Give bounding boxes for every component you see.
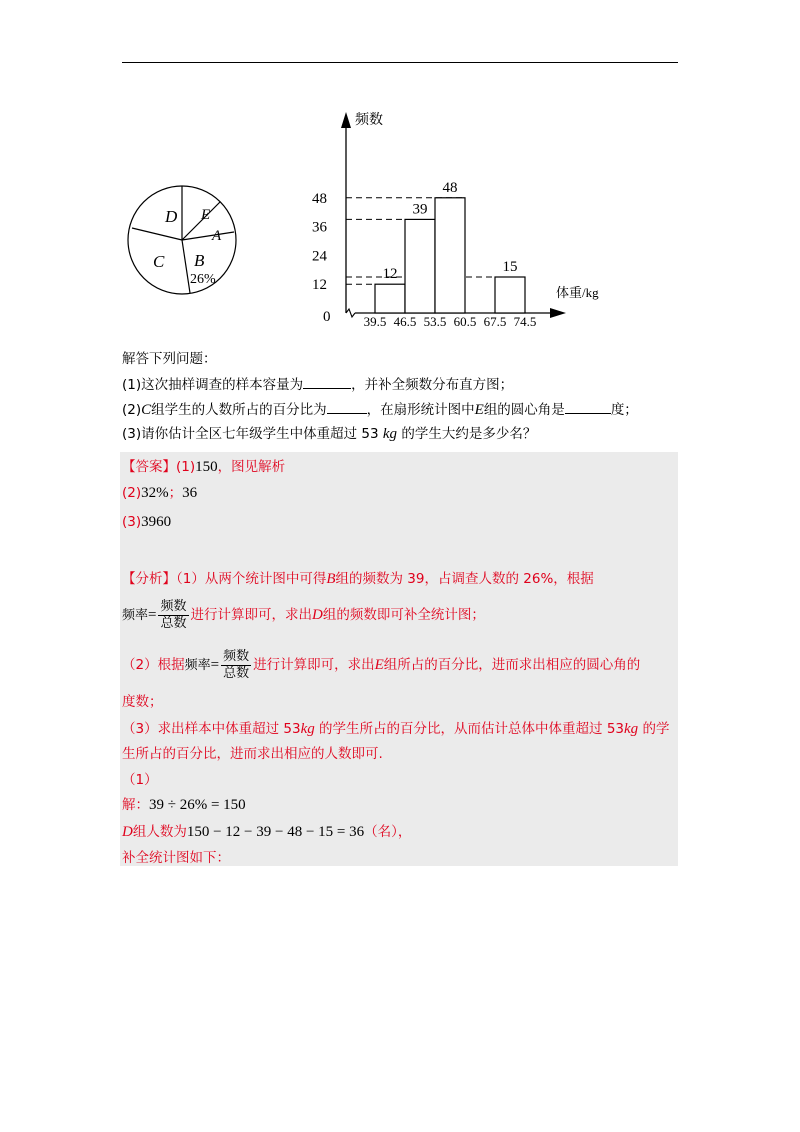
pie-divider-c [132,228,182,240]
y-axis-arrow [341,112,351,128]
analysis-line-6: 生所占的百分比，进而求出相应的人数即可. [122,746,383,762]
bar-value-label: 48 [442,179,458,196]
bar-value-label: 15 [502,259,518,275]
solution-step-1: （1） [122,772,158,788]
pie-label-c: C [153,252,165,271]
question-2: (2)C组学生的人数所占的百分比为 ，在扇形统计图中E组的圆心角是 度； [122,399,638,420]
x-axis-arrow [550,308,566,318]
answer-line-1: 【答案】(1)150，图见解析 [122,459,286,475]
x-tick-label: 53.5 [423,314,447,329]
solution-line-2: D组人数为150 − 12 − 39 − 48 − 15 = 36（名）， [122,824,412,840]
analysis-line-5: （3）求出样本中体重超过 53kg 的学生所占的百分比，从而估计总体中体重超过 53kg 的学 [122,721,670,737]
bar-value-label: 12 [382,266,398,283]
pie-label-d: D [165,207,178,226]
fraction: $\frac{\text{频数}}{\text{总数}}$ [160,598,187,631]
x-tick-label: 67.5 [483,314,507,329]
fraction: $\frac{\text{频数}}{\text{总数}}$ [223,648,250,681]
origin-label: 0 [323,309,331,325]
questions-intro: 解答下列问题： [122,351,217,367]
x-tick-label: 74.5 [513,314,537,329]
y-axis-label: 频数 [355,113,383,128]
y-tick-label: 24 [312,248,327,265]
answer-blank-1 [303,374,351,389]
x-tick-label: 39.5 [363,314,387,329]
pie-label-b-percent: 26% [190,272,216,287]
answer-blank-2 [327,399,367,414]
histogram-bar [375,284,405,313]
analysis-line-3: （2）根据频率= $\frac{\text{频数}}{\text{总数}}$ 进行计算即可，求出E组所占的百分比，进而求出相应的圆心角的 [122,648,641,681]
bar-value-label: 39 [412,201,428,218]
answer-line-2: (2)32%；36 [122,485,198,501]
analysis-line-2: 频率= $\frac{\text{频数}}{\text{总数}}$ 进行计算即可，求出D组的频数即可补全统计图； [122,598,485,631]
x-tick-label: 60.5 [453,314,477,329]
answer-line-3: (3)3960 [122,514,172,530]
question-3: (3)请你估计全区七年级学生中体重超过 53 kg 的学生大约是多少名？ [122,426,537,442]
answer-blank-3 [565,399,611,414]
x-axis-label: 体重/kg [556,285,599,300]
analysis-line-4: 度数； [122,694,163,710]
solution-line-1: 解：39 ÷ 26% = 150 [122,797,246,813]
pie-divider-a [182,232,234,240]
pie-label-b: B [194,251,205,270]
y-tick-label: 48 [312,190,327,207]
x-axis-break [346,309,355,317]
x-tick-label: 46.5 [393,314,417,329]
histogram [312,111,599,329]
y-tick-label: 12 [312,277,327,294]
y-tick-label: 36 [312,219,327,236]
histogram-bar [495,277,525,313]
histogram-bar [405,219,435,313]
analysis-line-1: 【分析】（1）从两个统计图中可得B组的频数为 39，占调查人数的 26%，根据 [122,571,594,587]
pie-label-a: A [212,228,222,244]
pie-label-e: E [201,207,211,223]
solution-line-3: 补全统计图如下： [122,850,230,866]
histogram-bar [435,198,465,313]
figures [0,0,800,340]
question-1: (1)这次抽样调查的样本容量为 ，并补全频数分布直方图； [122,374,513,395]
pie-divider-b [182,240,190,293]
